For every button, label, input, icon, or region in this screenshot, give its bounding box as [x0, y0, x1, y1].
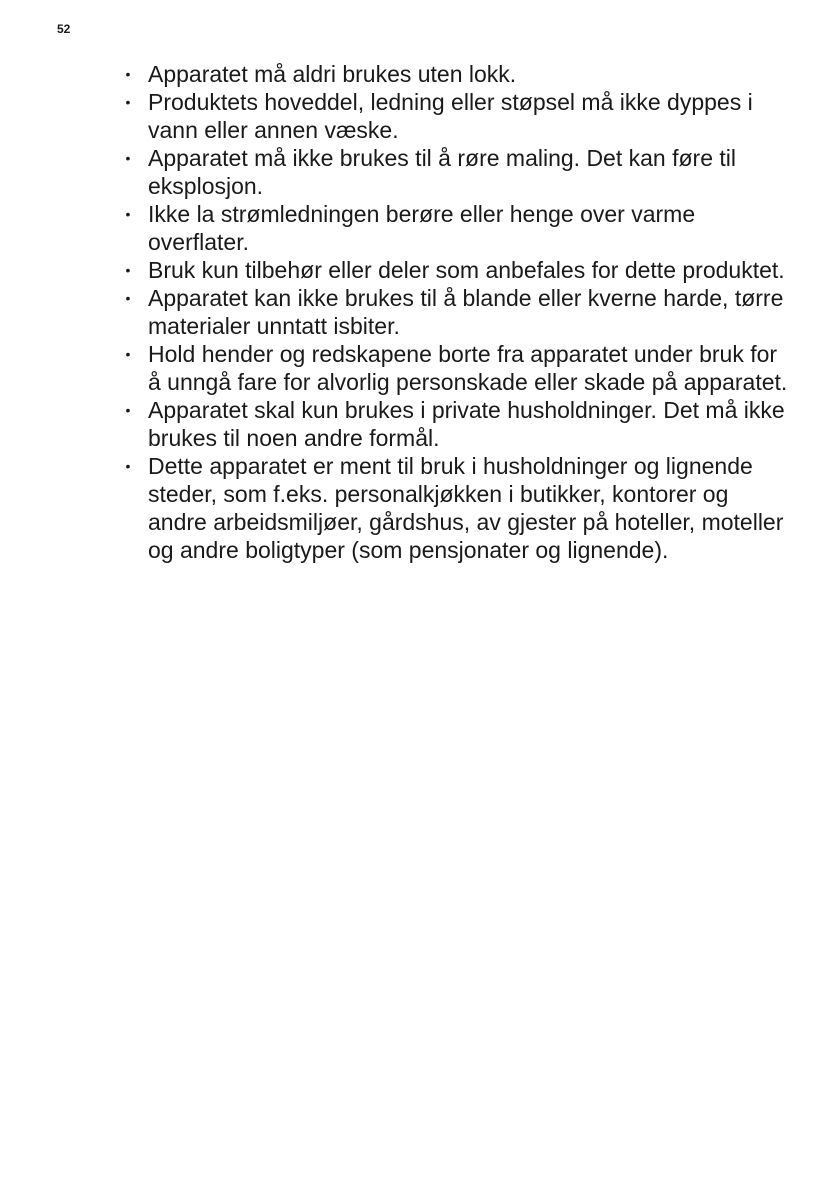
- bullet-icon: •: [125, 66, 131, 82]
- bullet-icon: •: [125, 402, 131, 418]
- list-item: [121, 284, 791, 340]
- list-item-text: Hold hender og redskapene borte fra apparatet under bruk for å unngå fare for alvorlig personskade eller skade på apparatet.: [148, 341, 788, 395]
- list-item: [121, 144, 791, 200]
- page-number: 52: [57, 22, 71, 36]
- list-item: [121, 200, 791, 256]
- list-item-text: Apparatet skal kun brukes i private husholdninger. Det må ikke brukes til noen andre formål.: [148, 397, 785, 451]
- list-item: [121, 340, 791, 396]
- bullet-icon: •: [125, 206, 131, 222]
- list-item-text: Dette apparatet er ment til bruk i husholdninger og lignende steder, som f.eks. personalkjøkken i butikker, kontorer og andre arbeidsmiljøer, gårdshus, av gjester på hoteller, moteller og andre boligtyper (som pensjonater og lignende).: [148, 453, 784, 563]
- bullet-icon: •: [125, 346, 131, 362]
- list-item: [121, 88, 791, 144]
- bullet-icon: •: [125, 290, 131, 306]
- list-item-text: Produktets hoveddel, ledning eller støpsel må ikke dyppes i vann eller annen væske.: [148, 89, 753, 143]
- list-item-text: Apparatet kan ikke brukes til å blande eller kverne harde, tørre materialer unntatt isbiter.: [148, 285, 784, 339]
- bullet-icon: •: [125, 150, 131, 166]
- safety-bullet-list: [121, 60, 791, 564]
- bullet-icon: •: [125, 262, 131, 278]
- list-item-text: Bruk kun tilbehør eller deler som anbefales for dette produktet.: [148, 257, 785, 283]
- bullet-icon: •: [125, 94, 131, 110]
- list-item-text: Apparatet må aldri brukes uten lokk.: [148, 61, 517, 87]
- list-item-text: Apparatet må ikke brukes til å røre maling. Det kan føre til eksplosjon.: [148, 145, 736, 199]
- list-item: [121, 60, 791, 88]
- list-item: [121, 452, 791, 564]
- list-item: [121, 396, 791, 452]
- list-item: [121, 256, 791, 284]
- list-item-text: Ikke la strømledningen berøre eller henge over varme overflater.: [148, 201, 696, 255]
- bullet-icon: •: [125, 458, 131, 474]
